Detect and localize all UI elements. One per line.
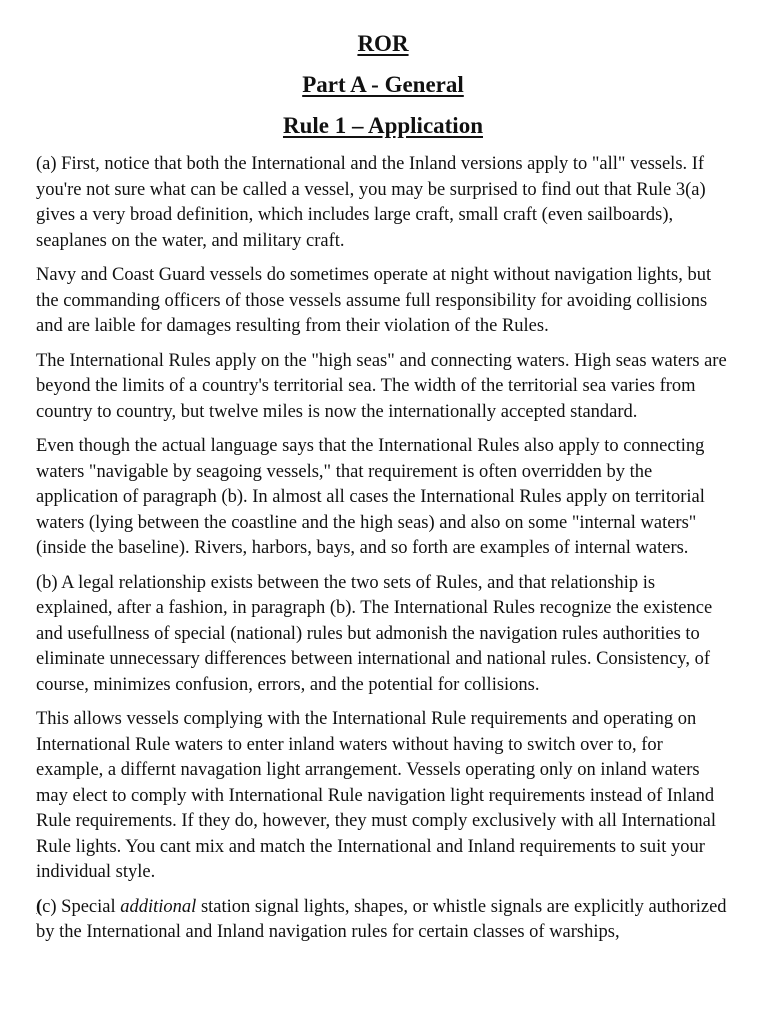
paragraph-a: (a) First, notice that both the International and the Inland versions apply to "all" vessels. If you're not sure what can be called a vessel, you may be surprised to find out that Rule 3(a) gives a very broad definition, which includes large craft, small craft (even sailboards), seaplanes on the water, and military craft. [36, 154, 706, 251]
paragraph-c-text-1: c) Special [42, 896, 121, 917]
paragraph-connecting-waters: Even though the actual language says that the International Rules also apply to connecting waters "navigable by seagoing vessels," that requirement is often overridden by the application of paragraph (b). In almost all cases the International Rules apply on territorial waters (lying between the coastline and the high seas) and also on some "internal waters" (inside the baseline). Rivers, harbors, bays, and so forth are examples of internal waters. [36, 436, 705, 558]
paragraph-navy-lights: Navy and Coast Guard vessels do sometimes operate at night without navigation lights, but the commanding officers of those vessels assume full responsibility for avoiding collisions and are laible for damages resulting from their violation of the Rules. [36, 265, 712, 336]
document-page [36, 30, 730, 955]
part-heading: Part A - General [302, 72, 464, 97]
rule-heading: Rule 1 – Application [282, 113, 483, 138]
paragraph-c-text-2: station signal lights, shapes, or whistle signals are explicitly authorized by the International and Inland navigation rules for certain classes of warships, [36, 896, 727, 942]
paragraph-high-seas: The International Rules apply on the "high seas" and connecting waters. High seas waters are beyond the limits of a country's territorial sea. The width of the territorial sea varies from country to country, but twelve miles is now the internationally accepted standard. [36, 350, 727, 422]
paragraph-c [36, 895, 730, 946]
document-title: ROR [357, 31, 409, 56]
paragraph-mix-and-match: This allows vessels complying with the International Rule requirements and operating on International Rule waters to enter inland waters without having to switch over to, for example, a differnt navagation light arrangement. Vessels operating only on inland waters may elect to comply with International Rule navigation light requirements instead of Inland Rule requirements. If they do, however, they must comply exclusively with all International Rule lights. You cant mix and match the International and Inland requirements to suit your individual style. [36, 709, 716, 882]
paragraph-c-lead: ( [36, 896, 43, 917]
paragraph-b: (b) A legal relationship exists between the two sets of Rules, and that relationship is explained, after a fashion, in paragraph (b). The International Rules recognize the existence and usefullness of special (national) rules but admonish the navigation rules authorities to eliminate unnecessary differences between international and national rules. Consistency, of course, minimizes confusion, errors, and the potential for collisions. [36, 572, 713, 695]
paragraph-c-italic: additional [120, 896, 197, 917]
